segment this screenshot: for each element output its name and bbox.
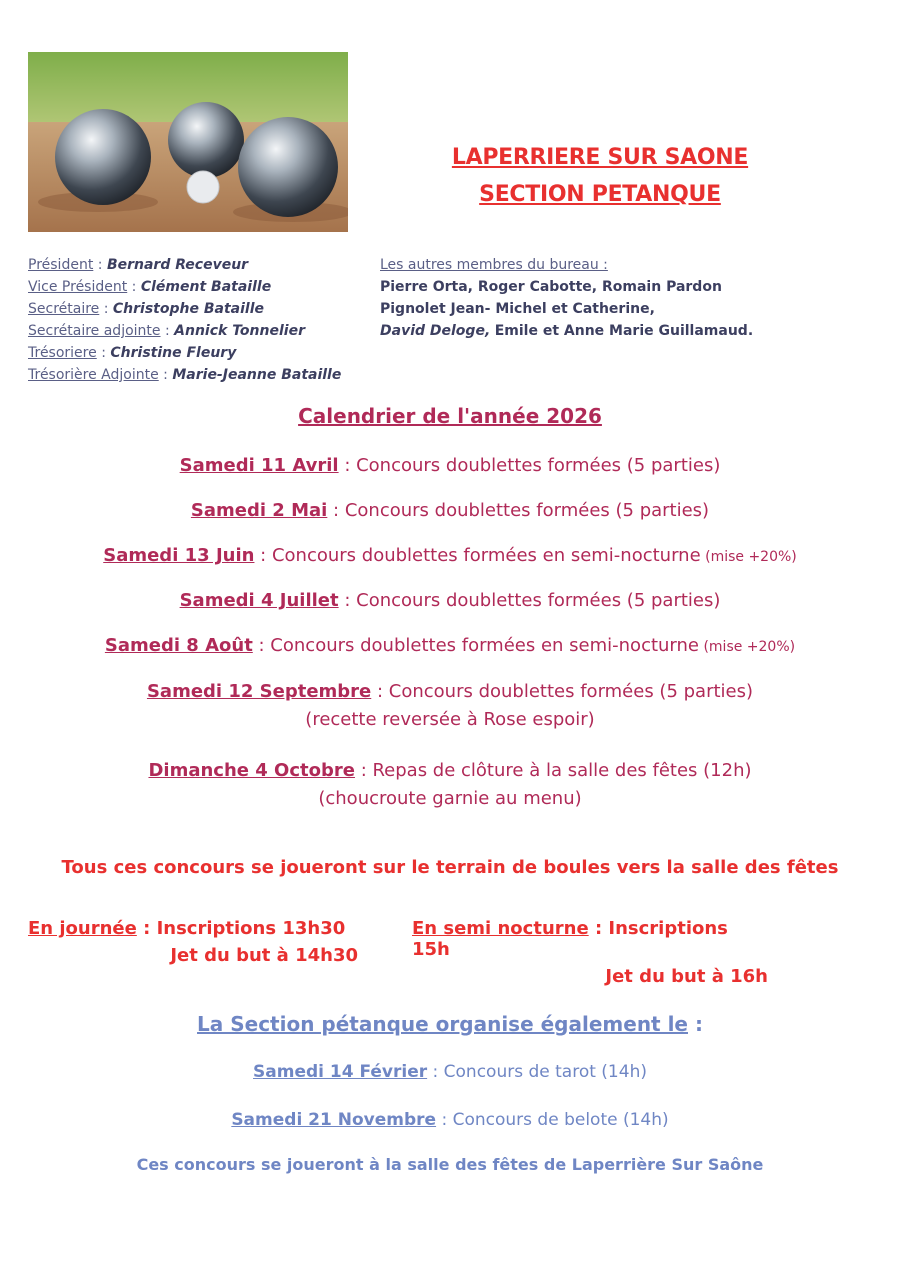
header-photo-petanque-balls [28, 52, 348, 232]
other-events-note: Ces concours se joueront à la salle des fêtes de Laperrière Sur Saône [136, 1155, 764, 1174]
calendar-event-line2 [0, 788, 900, 809]
bureau-role: Président [28, 257, 94, 273]
bureau-role: Secrétaire adjointe [28, 323, 161, 339]
calendar-event [0, 681, 900, 702]
bureau-name: Clément Bataille [140, 279, 272, 295]
night-label: En semi nocturne [412, 918, 589, 939]
event-date: Samedi 2 Mai [190, 500, 328, 521]
bureau-row: Président : Bernard Receveur [28, 257, 249, 273]
other-members-heading: Les autres membres du bureau : [380, 257, 608, 273]
event-note: (mise +20%) [700, 549, 797, 565]
other-events-title-colon: : [688, 1012, 703, 1036]
event-desc: : Repas de clôture à la salle des fêtes (12h) [354, 760, 752, 781]
day-jet: Jet du but à 14h30 [170, 945, 358, 966]
bureau-name: Christine Fleury [110, 345, 237, 361]
other-event [0, 1110, 900, 1130]
calendar-event [0, 635, 900, 656]
event-desc: : Concours doublettes formées (5 parties) [371, 681, 754, 702]
event-desc: : Concours doublettes formées en semi-nocturne [252, 635, 699, 656]
location-note: Tous ces concours se joueront sur le terrain de boules vers la salle des fêtes [61, 857, 839, 878]
other-event-desc: : Concours de tarot (14h) [427, 1062, 647, 1082]
bureau-row: Secrétaire adjointe : Annick Tonnelier [28, 323, 305, 339]
bureau-list [28, 254, 341, 386]
bureau-row: Secrétaire : Christophe Bataille [28, 301, 265, 317]
other-members-line: Emile et Anne Marie Guillamaud. [494, 323, 754, 339]
bureau-name: Bernard Receveur [106, 257, 249, 273]
calendar-event-line2 [0, 709, 900, 730]
other-members-line: Pierre Orta, Roger Cabotte, Romain Pardon [380, 279, 722, 295]
event-desc-line2: (recette reversée à Rose espoir) [305, 709, 595, 730]
calendar-event [0, 590, 900, 611]
day-inscriptions: : Inscriptions 13h30 [136, 918, 346, 939]
night-schedule [412, 918, 768, 987]
other-event [0, 1062, 900, 1082]
event-date: Samedi 8 Août [104, 635, 253, 656]
bureau-role: Vice Président [28, 279, 128, 295]
event-date: Samedi 12 Septembre [146, 681, 372, 702]
night-jet: Jet du but à 16h [605, 966, 768, 987]
event-note: (mise +20%) [699, 639, 796, 655]
bureau-role: Trésoriere [28, 345, 97, 361]
other-members [380, 254, 753, 342]
calendar-event [0, 760, 900, 781]
bureau-name: Annick Tonnelier [174, 323, 305, 339]
bureau-role: Trésorière Adjointe [28, 367, 159, 383]
other-events-title-text: La Section pétanque organise également le [197, 1012, 688, 1036]
page-title-line1: LAPERRIERE SUR SAONE [451, 145, 749, 170]
event-desc-line2: (choucroute garnie au menu) [318, 788, 582, 809]
other-event-date: Samedi 14 Février [253, 1062, 428, 1082]
event-date: Dimanche 4 Octobre [148, 760, 355, 781]
event-date: Samedi 4 Juillet [179, 590, 339, 611]
other-event-desc: : Concours de belote (14h) [436, 1110, 669, 1130]
calendar-event [0, 545, 900, 566]
bureau-name: Marie-Jeanne Bataille [172, 367, 342, 383]
calendar-title: Calendrier de l'année 2026 [298, 404, 602, 428]
event-desc: : Concours doublettes formées (5 parties) [338, 590, 721, 611]
calendar-event [0, 455, 900, 476]
other-events-title [0, 1012, 900, 1036]
day-label: En journée [28, 918, 137, 939]
calendar-event [0, 500, 900, 521]
bureau-row: Vice Président : Clément Bataille [28, 279, 272, 295]
page-title-line2: SECTION PETANQUE [479, 182, 721, 207]
event-date: Samedi 13 Juin [103, 545, 255, 566]
day-schedule [28, 918, 358, 966]
event-desc: : Concours doublettes formées (5 parties) [338, 455, 721, 476]
event-date: Samedi 11 Avril [179, 455, 339, 476]
bureau-role: Secrétaire [28, 301, 100, 317]
other-members-italic: David Deloge, [380, 323, 491, 339]
night-inscriptions: : Inscriptions 15h [412, 918, 728, 960]
bureau-row: Trésorière Adjointe : Marie-Jeanne Bataille [28, 367, 342, 383]
other-members-line: Pignolet Jean- Michel et Catherine, [380, 301, 655, 317]
bureau-name: Christophe Bataille [112, 301, 265, 317]
event-desc: : Concours doublettes formées (5 parties) [327, 500, 710, 521]
event-desc: : Concours doublettes formées en semi-nocturne [254, 545, 701, 566]
other-event-date: Samedi 21 Novembre [231, 1110, 437, 1130]
bureau-row: Trésoriere : Christine Fleury [28, 345, 237, 361]
